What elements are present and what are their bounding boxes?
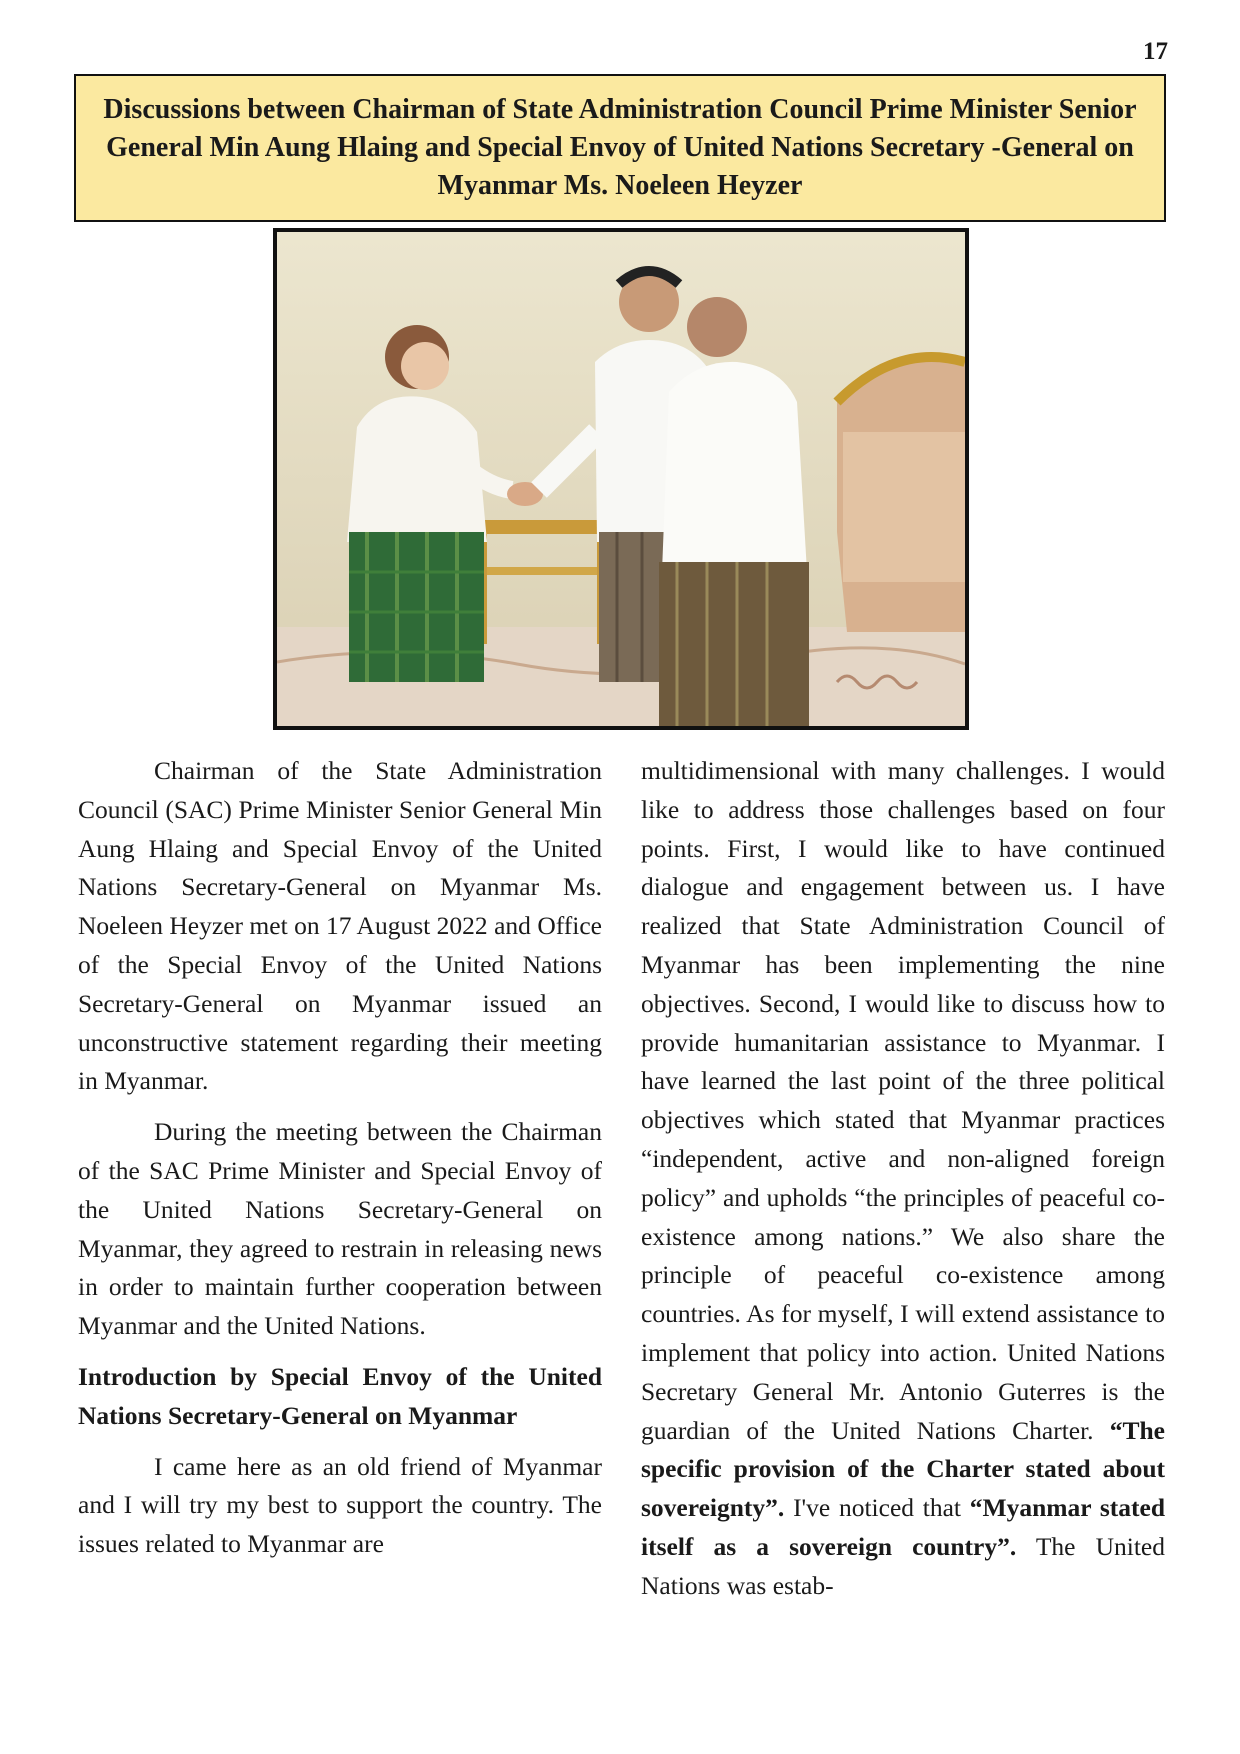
body-paragraph: Chairman of the State Administration Council (SAC) Prime Minister Senior General Min Aung Hlaing and Special Envoy of the United Nations Secretary-General on Myanmar Ms. Noeleen Heyzer met on 17 August 2022 and Office of the Special Envoy of the United Nations Secretary-General on Myanmar issued an unconstructive statement regarding their meeting in Myanmar. <box>78 756 602 1096</box>
body-text: multidimensional with many challenges. I would like to address those challenges based on four points. First, I would like to have continued dialogue and engagement between us. I have realized that State Administration Council of Myanmar has been implementing the nine objectives. Second, I would like to discuss how to provide humanitarian assistance to Myanmar. I have learned the last point of the three political objectives which stated that Myanmar practices “independent, active and non-aligned foreign policy” and upholds “the principles of peaceful co-existence among nations.” We also share the principle of peaceful co-existence among countries. As for myself, I will extend assistance to implement that policy into action. United Nations Secretary General Mr. Antonio Guterres is the guardian of the United Nations Charter. <box>641 756 1165 1445</box>
bold-quote: “Myanmar stated itself as a sovereign country”. <box>641 1493 1165 1561</box>
left-column <box>78 752 602 1576</box>
photo-handshake-meeting-icon <box>277 232 965 726</box>
article-title: Discussions between Chairman of State Administration Council Prime Minister Senior General Min Aung Hlaing and Special Envoy of United Nations Secretary -General on Myanmar Ms. Noeleen Heyzer <box>103 94 1137 201</box>
article-title-box <box>74 74 1166 222</box>
body-paragraph: During the meeting between the Chairman of the SAC Prime Minister and Special Envoy of the United Nations Secretary-General on Myanmar, they agreed to restrain in releasing news in order to maintain further cooperation between Myanmar and the United Nations. <box>78 1117 602 1341</box>
bold-quote: “The specific provision of the Charter stated about sovereignty”. <box>641 1415 1165 1523</box>
body-text: I've noticed that <box>793 1493 961 1523</box>
body-text: The United Nations was estab- <box>641 1531 1165 1600</box>
right-column <box>641 752 1165 1618</box>
body-paragraph <box>641 752 1165 1606</box>
body-paragraph: I came here as an old friend of Myanmar and I will try my best to support the country. The issues related to Myanmar are <box>78 1451 602 1559</box>
page-number: 17 <box>1143 38 1168 65</box>
meeting-photo <box>273 228 969 730</box>
section-heading: Introduction by Special Envoy of the United Nations Secretary-General on Myanmar <box>78 1361 602 1430</box>
